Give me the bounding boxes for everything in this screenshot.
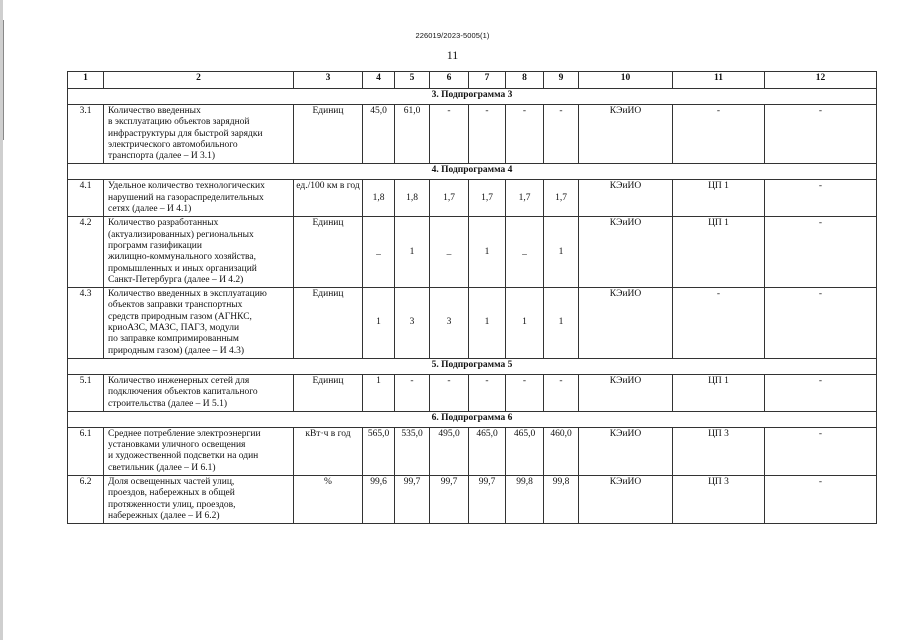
column-number: 7 <box>469 72 506 89</box>
target-program: - <box>673 288 765 359</box>
description-line: по заправке компримированным <box>108 334 239 345</box>
indicator-value: - <box>544 105 579 164</box>
unit-of-measure: Единиц <box>294 105 363 164</box>
indicator-description <box>104 217 294 288</box>
indicator-description <box>104 288 294 359</box>
description-line: природным газом) (далее – И 4.3) <box>108 345 245 356</box>
page-number: 11 <box>446 48 459 62</box>
section-title: 4. Подпрограмма 4 <box>68 164 877 180</box>
indicator-row <box>68 427 877 475</box>
column-number: 12 <box>765 72 877 89</box>
indicator-value: - <box>506 105 544 164</box>
indicator-value: _ <box>430 217 469 288</box>
indicator-value: 1,7 <box>469 180 506 217</box>
description-line: строительства (далее – И 5.1) <box>108 398 228 409</box>
responsible-executor: КЭиИО <box>579 217 673 288</box>
indicator-value: 3 <box>430 288 469 359</box>
section-header-row <box>68 411 877 427</box>
indicator-value: - <box>544 374 579 411</box>
target-program: ЦП 3 <box>673 427 765 475</box>
indicator-number: 6.1 <box>68 427 104 475</box>
description-line: и художественной подсветки на один <box>108 451 259 462</box>
indicator-value: 465,0 <box>506 427 544 475</box>
responsible-executor: КЭиИО <box>579 427 673 475</box>
document-id: 226019/2023-5005(1) <box>415 31 490 40</box>
indicator-value: 1 <box>395 217 430 288</box>
indicator-value: 1 <box>469 288 506 359</box>
description-line: протяженности улиц, проездов, <box>108 499 236 510</box>
description-line: набережных (далее – И 6.2) <box>108 510 220 521</box>
section-title: 5. Подпрограмма 5 <box>68 358 877 374</box>
description-line: криоАЗС, МАЗС, ПАГЗ, модули <box>108 323 240 334</box>
indicator-value: 99,7 <box>469 476 506 524</box>
indicator-value: 3 <box>395 288 430 359</box>
indicator-row <box>68 180 877 217</box>
description-line: инфраструктуры для быстрой зарядки <box>108 128 263 139</box>
indicator-value: 535,0 <box>395 427 430 475</box>
column-number: 6 <box>430 72 469 89</box>
indicator-value: 1 <box>544 288 579 359</box>
indicator-value: 99,6 <box>363 476 395 524</box>
section-header-row <box>68 358 877 374</box>
indicator-number: 5.1 <box>68 374 104 411</box>
indicator-value: 45,0 <box>363 105 395 164</box>
column-number: 8 <box>506 72 544 89</box>
indicator-value: _ <box>363 217 395 288</box>
description-line: Доля освещенных частей улиц, <box>108 477 235 488</box>
note-cell: - <box>765 105 877 164</box>
indicator-value: 1,7 <box>430 180 469 217</box>
section-title: 6. Подпрограмма 6 <box>68 411 877 427</box>
responsible-executor: КЭиИО <box>579 374 673 411</box>
indicator-number: 6.2 <box>68 476 104 524</box>
indicator-description <box>104 476 294 524</box>
indicator-value: 1 <box>363 374 395 411</box>
note-cell: - <box>765 427 877 475</box>
indicator-description <box>104 105 294 164</box>
description-line: Удельное количество технологических <box>108 181 265 192</box>
description-line: электрического автомобильного <box>108 139 238 150</box>
column-number: 1 <box>68 72 104 89</box>
indicator-value: 1,8 <box>395 180 430 217</box>
description-line: Среднее потребление электроэнергии <box>108 428 261 439</box>
indicator-value: - <box>506 374 544 411</box>
description-line: светильник (далее – И 6.1) <box>108 462 216 473</box>
indicator-value: 1 <box>363 288 395 359</box>
note-cell: - <box>765 374 877 411</box>
indicator-value: 99,7 <box>430 476 469 524</box>
indicator-value: 99,7 <box>395 476 430 524</box>
indicator-value: 1,8 <box>363 180 395 217</box>
indicator-value: 565,0 <box>363 427 395 475</box>
description-line: Количество инженерных сетей для <box>108 375 250 386</box>
indicator-value: - <box>469 105 506 164</box>
target-program: ЦП 1 <box>673 217 765 288</box>
description-line: транспорта (далее – И 3.1) <box>108 151 216 162</box>
column-number: 3 <box>294 72 363 89</box>
indicator-value: - <box>430 374 469 411</box>
indicator-number: 4.2 <box>68 217 104 288</box>
indicator-value: 460,0 <box>544 427 579 475</box>
responsible-executor: КЭиИО <box>579 105 673 164</box>
target-program: - <box>673 105 765 164</box>
indicator-number: 4.3 <box>68 288 104 359</box>
description-line: Санкт-Петербурга (далее – И 4.2) <box>108 274 244 285</box>
indicator-value: 465,0 <box>469 427 506 475</box>
indicator-row <box>68 105 877 164</box>
note-cell: - <box>765 217 877 288</box>
indicator-row <box>68 374 877 411</box>
indicator-row <box>68 217 877 288</box>
indicator-row <box>68 288 877 359</box>
note-cell: - <box>765 288 877 359</box>
indicator-value: 1 <box>544 217 579 288</box>
indicator-value: _ <box>506 217 544 288</box>
indicator-value: 495,0 <box>430 427 469 475</box>
description-line: проездов, набережных в общей <box>108 488 235 499</box>
description-line: подключения объектов капитального <box>108 387 258 398</box>
column-number-row <box>68 72 877 89</box>
description-line: промышленных и иных организаций <box>108 263 257 274</box>
indicator-value: 1 <box>469 217 506 288</box>
indicator-value: - <box>469 374 506 411</box>
section-title: 3. Подпрограмма 3 <box>68 89 877 105</box>
indicators-table <box>67 71 877 524</box>
description-line: Количество разработанных <box>108 218 219 229</box>
description-line: объектов заправки транспортных <box>108 300 243 311</box>
indicator-value: - <box>395 374 430 411</box>
column-number: 10 <box>579 72 673 89</box>
indicator-value: 99,8 <box>506 476 544 524</box>
description-line: сетях (далее – И 4.1) <box>108 204 192 215</box>
description-line: средств природным газом (АГНКС, <box>108 311 252 322</box>
indicator-value: - <box>430 105 469 164</box>
unit-of-measure: ед./100 км в год <box>294 180 363 217</box>
unit-of-measure: кВт·ч в год <box>294 427 363 475</box>
indicator-value: 99,8 <box>544 476 579 524</box>
unit-of-measure: Единиц <box>294 217 363 288</box>
indicator-number: 3.1 <box>68 105 104 164</box>
responsible-executor: КЭиИО <box>579 180 673 217</box>
target-program: ЦП 3 <box>673 476 765 524</box>
indicator-row <box>68 476 877 524</box>
note-cell: - <box>765 180 877 217</box>
column-number: 11 <box>673 72 765 89</box>
responsible-executor: КЭиИО <box>579 288 673 359</box>
column-number: 2 <box>104 72 294 89</box>
indicator-description <box>104 180 294 217</box>
column-number: 4 <box>363 72 395 89</box>
indicator-value: 1,7 <box>506 180 544 217</box>
indicator-number: 4.1 <box>68 180 104 217</box>
column-number: 5 <box>395 72 430 89</box>
description-line: жилищно-коммунального хозяйства, <box>108 252 257 263</box>
column-number: 9 <box>544 72 579 89</box>
description-line: Количество введенных в эксплуатацию <box>108 289 267 300</box>
unit-of-measure: % <box>294 476 363 524</box>
description-line: в эксплуатацию объектов зарядной <box>108 117 250 128</box>
description-line: установками уличного освещения <box>108 440 246 451</box>
note-cell: - <box>765 476 877 524</box>
description-line: нарушений на газораспределительных <box>108 192 264 203</box>
indicator-value: 1 <box>506 288 544 359</box>
target-program: ЦП 1 <box>673 374 765 411</box>
unit-of-measure: Единиц <box>294 288 363 359</box>
description-line: программ газификации <box>108 240 202 251</box>
description-line: (актуализированных) региональных <box>108 229 254 240</box>
indicator-description <box>104 427 294 475</box>
target-program: ЦП 1 <box>673 180 765 217</box>
responsible-executor: КЭиИО <box>579 476 673 524</box>
section-header-row <box>68 89 877 105</box>
indicator-value: 1,7 <box>544 180 579 217</box>
unit-of-measure: Единиц <box>294 374 363 411</box>
indicator-description <box>104 374 294 411</box>
section-header-row <box>68 164 877 180</box>
indicator-value: 61,0 <box>395 105 430 164</box>
description-line: Количество введенных <box>108 106 201 116</box>
